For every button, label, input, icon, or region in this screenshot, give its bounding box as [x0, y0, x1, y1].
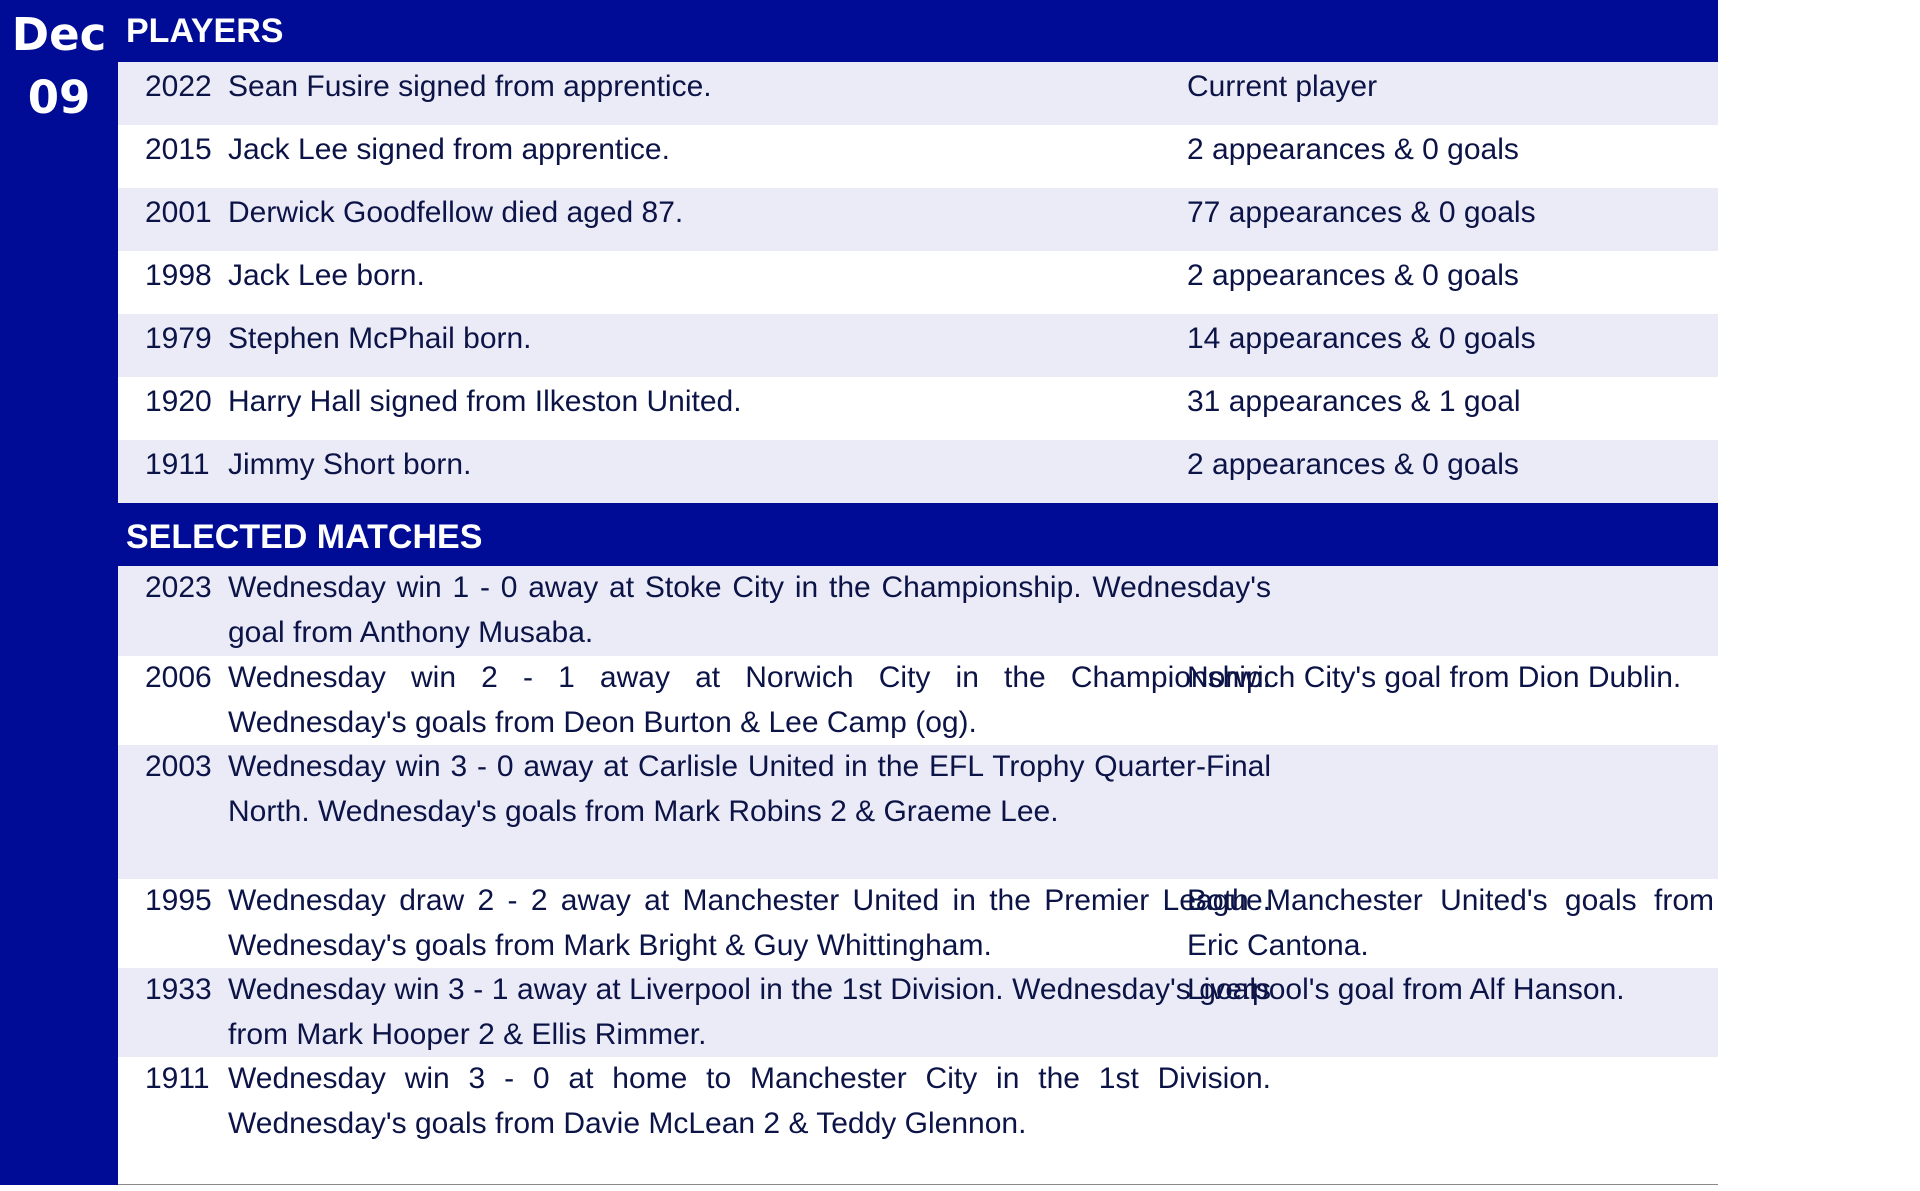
player-year: 1998 — [145, 259, 212, 292]
match-row — [118, 879, 1718, 968]
player-year: 1911 — [145, 448, 210, 481]
match-year: 1911 — [145, 1062, 210, 1095]
player-event: Jack Lee born. — [228, 259, 425, 292]
match-report: Wednesday win 2 - 1 away at Norwich City in the Championship. Wednesday's goals from Deon Burton & Lee Camp (og). — [228, 661, 1271, 739]
date-day: 09 — [27, 71, 91, 124]
match-report: Wednesday win 3 - 0 away at Carlisle United in the EFL Trophy Quarter-Final North. Wednesday's goals from Mark Robins 2 & Graeme Lee. — [228, 750, 1271, 828]
player-year: 1979 — [145, 322, 212, 355]
player-event: Jimmy Short born. — [228, 448, 472, 481]
match-year: 2023 — [145, 571, 212, 604]
player-year: 2015 — [145, 133, 212, 166]
player-row — [118, 314, 1718, 377]
player-stats: 2 appearances & 0 goals — [1187, 259, 1519, 292]
opponent-scorers: Both Manchester United's goals from Eric Cantona. — [1187, 884, 1714, 962]
player-stats: 31 appearances & 1 goal — [1187, 385, 1521, 418]
player-event: Stephen McPhail born. — [228, 322, 532, 355]
player-stats: 2 appearances & 0 goals — [1187, 448, 1519, 481]
player-event: Derwick Goodfellow died aged 87. — [228, 196, 684, 229]
match-year: 2006 — [145, 661, 212, 694]
player-stats: 14 appearances & 0 goals — [1187, 322, 1536, 355]
match-report: Wednesday win 3 - 1 away at Liverpool in the 1st Division. Wednesday's goals from Mark Hooper 2 & Ellis Rimmer. — [228, 973, 1271, 1051]
match-year: 1995 — [145, 884, 212, 917]
player-year: 2022 — [145, 70, 212, 103]
matches-section — [118, 503, 1718, 1191]
opponent-scorers: Norwich City's goal from Dion Dublin. — [1187, 661, 1682, 694]
match-row — [118, 656, 1718, 745]
player-row — [118, 377, 1718, 440]
player-event: Sean Fusire signed from apprentice. — [228, 70, 712, 103]
match-row — [118, 566, 1718, 656]
match-report: Wednesday win 1 - 0 away at Stoke City in the Championship. Wednesday's goal from Anthony Musaba. — [228, 571, 1271, 649]
player-year: 2001 — [145, 196, 212, 229]
player-year: 1920 — [145, 385, 212, 418]
date-sidebar — [0, 0, 118, 1185]
date-month: Dec — [11, 8, 107, 61]
players-section — [118, 0, 1718, 503]
match-report: Wednesday win 3 - 0 at home to Manchester City in the 1st Division. Wednesday's goals from Davie McLean 2 & Teddy Glennon. — [228, 1062, 1271, 1140]
player-row — [118, 440, 1718, 503]
match-row — [118, 968, 1718, 1057]
players-heading: PLAYERS — [118, 0, 1718, 62]
opponent-scorers: Liverpool's goal from Alf Hanson. — [1187, 973, 1625, 1006]
player-event: Harry Hall signed from Ilkeston United. — [228, 385, 742, 418]
match-row — [118, 745, 1718, 879]
player-event: Jack Lee signed from apprentice. — [228, 133, 670, 166]
player-stats: 2 appearances & 0 goals — [1187, 133, 1519, 166]
player-row — [118, 62, 1718, 125]
match-year: 1933 — [145, 973, 212, 1006]
match-year: 2003 — [145, 750, 212, 783]
player-row — [118, 251, 1718, 314]
content-area — [118, 0, 1718, 1191]
player-row — [118, 188, 1718, 251]
match-report: Wednesday draw 2 - 2 away at Manchester United in the Premier League. Wednesday's goals from Mark Bright & Guy Whittingham. — [228, 884, 1271, 962]
matches-heading: SELECTED MATCHES — [118, 503, 1718, 566]
player-row — [118, 125, 1718, 188]
player-stats: 77 appearances & 0 goals — [1187, 196, 1536, 229]
match-row — [118, 1057, 1718, 1191]
player-stats: Current player — [1187, 70, 1378, 103]
